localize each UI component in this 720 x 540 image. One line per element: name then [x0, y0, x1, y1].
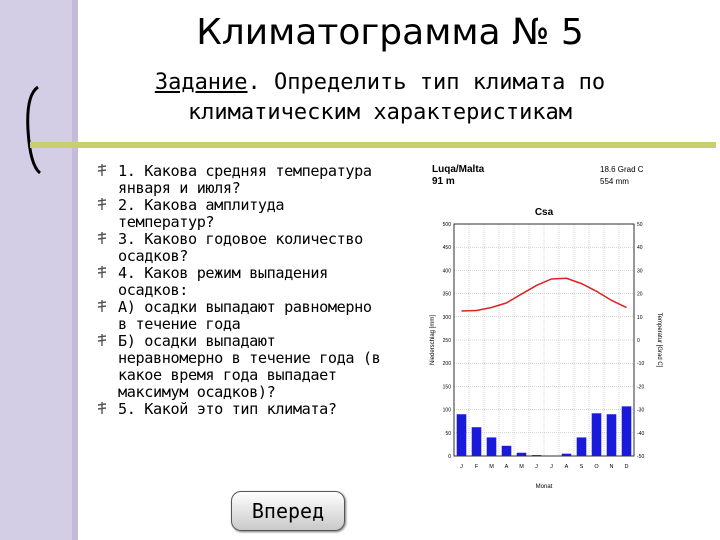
- y-tick-label-left: 350: [442, 291, 451, 298]
- question-text: 3. Каково годовое количество осадков?: [118, 230, 363, 265]
- x-tick-label: S: [579, 464, 584, 470]
- decorative-side-strip: [0, 0, 78, 540]
- task-text: [110, 68, 650, 128]
- y-tick-label-right: -20: [637, 384, 645, 391]
- y-axis-label-left: Niederschlag [mm]: [430, 314, 436, 366]
- y-tick-label-left: 400: [442, 268, 451, 275]
- x-tick-label: N: [609, 464, 614, 470]
- bullet-icon: [96, 333, 110, 347]
- x-axis-label: Monat: [535, 484, 553, 490]
- y-tick-label-left: 450: [442, 245, 451, 252]
- question-text: А) осадки выпадают равномерно в течение года: [118, 298, 372, 333]
- climate-chart: [428, 160, 668, 490]
- question-text: 2. Какова амплитуда температур?: [118, 196, 285, 231]
- y-tick-label-left: 250: [442, 338, 451, 344]
- y-tick-label-right: -40: [637, 430, 645, 437]
- bullet-icon: [96, 401, 110, 415]
- station-label: Luqa/Malta: [432, 164, 485, 175]
- y-tick-label-left: 500: [442, 222, 451, 228]
- mean-temp-label: 18.6 Grad C: [600, 165, 644, 174]
- precip-bar: [472, 427, 482, 456]
- x-tick-label: A: [504, 464, 509, 470]
- y-tick-label-right: 50: [637, 222, 643, 228]
- x-tick-label: O: [594, 464, 599, 470]
- precip-bar: [577, 437, 587, 456]
- question-item: [96, 231, 386, 265]
- question-item: [96, 333, 386, 401]
- climate-class-label: Csa: [534, 207, 554, 218]
- bullet-icon: [96, 265, 110, 279]
- precip-bar: [562, 454, 572, 456]
- y-tick-label-right: 20: [637, 291, 643, 298]
- precip-bar: [517, 453, 527, 456]
- y-tick-label-right: 0: [637, 338, 640, 344]
- x-tick-label: J: [535, 464, 538, 470]
- task-label: Задание: [154, 70, 248, 95]
- question-item: [96, 265, 386, 299]
- divider-line: [30, 142, 716, 148]
- x-tick-label: M: [519, 464, 524, 470]
- y-tick-label-right: -30: [637, 407, 645, 414]
- y-tick-label-left: 50: [445, 430, 451, 437]
- precip-bar: [592, 413, 602, 456]
- scroll-ornament-icon: [24, 85, 44, 175]
- y-tick-label-left: 100: [442, 407, 451, 414]
- precip-bar: [502, 446, 512, 456]
- bullet-icon: [96, 231, 110, 245]
- next-button[interactable]: Вперед: [231, 491, 345, 531]
- precip-bar: [532, 455, 542, 456]
- bullet-icon: [96, 299, 110, 313]
- question-text: 5. Какой это тип климата?: [118, 400, 337, 418]
- question-item: [96, 163, 386, 197]
- task-body: . Определить тип климата по климатическим характеристикам: [187, 70, 606, 125]
- y-tick-label-left: 0: [448, 454, 451, 460]
- question-item: [96, 401, 386, 418]
- x-tick-label: F: [474, 464, 479, 470]
- page-title: Климатограмма № 5: [196, 12, 584, 53]
- x-tick-label: M: [489, 464, 494, 470]
- y-tick-label-left: 200: [442, 361, 451, 368]
- x-tick-label: D: [624, 464, 629, 470]
- y-axis-label-right: Temperatur [Grad C]: [656, 312, 662, 368]
- y-tick-label-left: 300: [442, 314, 451, 321]
- y-tick-label-left: 150: [442, 384, 451, 391]
- precip-bar: [622, 406, 632, 456]
- y-tick-label-right: -50: [637, 454, 645, 460]
- altitude-label: 91 m: [432, 176, 455, 187]
- bullet-icon: [96, 163, 110, 177]
- question-item: [96, 197, 386, 231]
- question-item: [96, 299, 386, 333]
- precip-bar: [457, 414, 467, 456]
- question-text: 1. Какова средняя температура января и июля?: [118, 162, 372, 197]
- x-tick-label: A: [564, 464, 569, 470]
- precip-bar: [607, 414, 617, 456]
- y-tick-label-right: -10: [637, 361, 645, 368]
- bullet-icon: [96, 197, 110, 211]
- y-tick-label-right: 10: [637, 314, 643, 321]
- question-list: [96, 163, 386, 418]
- x-tick-label: J: [550, 464, 553, 470]
- question-text: 4. Каков режим выпадения осадков:: [118, 264, 328, 299]
- y-tick-label-right: 30: [637, 268, 643, 275]
- y-tick-label-right: 40: [637, 245, 643, 252]
- x-tick-label: J: [460, 464, 463, 470]
- question-text: Б) осадки выпадают неравномерно в течение года (в какое время года выпадает максимум осадков)?: [118, 332, 381, 401]
- annual-precip-label: 554 mm: [600, 177, 629, 186]
- precip-bar: [487, 437, 497, 456]
